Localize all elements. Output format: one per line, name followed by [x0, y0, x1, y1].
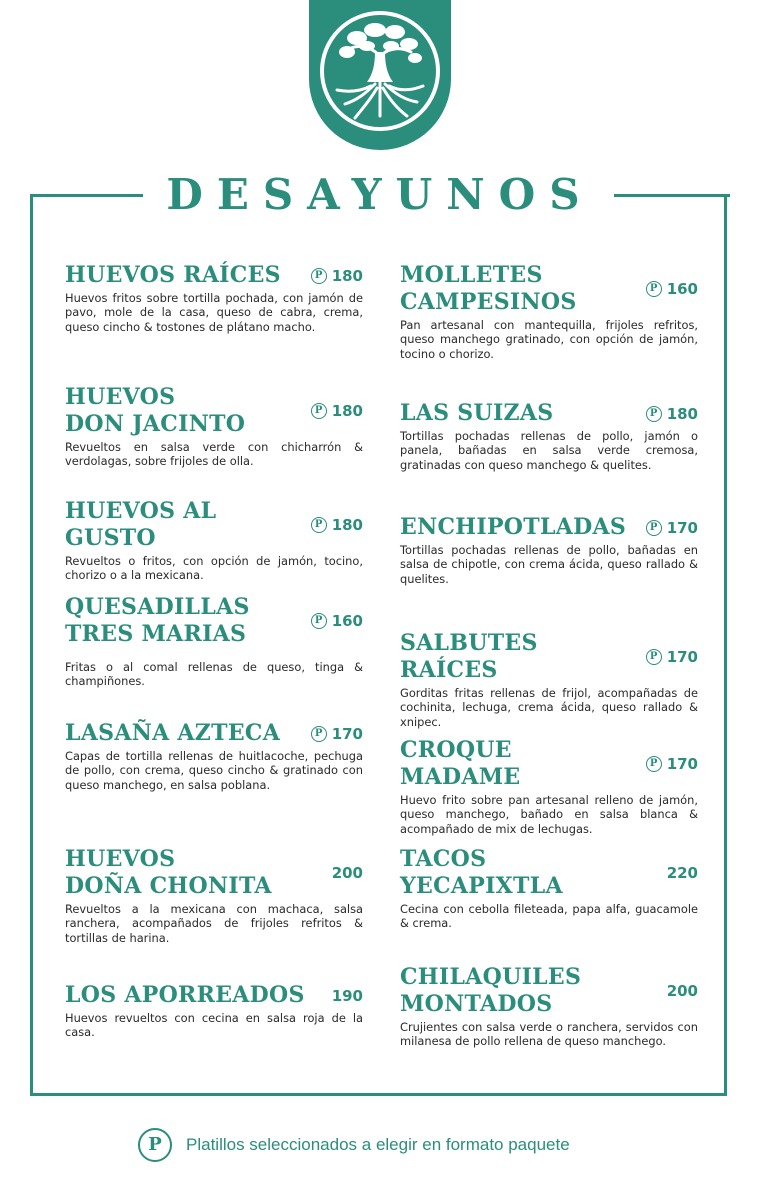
footer-text: Platillos seleccionados a elegir en formato paquete — [186, 1135, 570, 1154]
item-price: 220 — [666, 864, 698, 882]
item-name: TACOS YECAPIXTLA — [400, 846, 563, 899]
item-description: Huevos revueltos con cecina en salsa roja de la casa. — [65, 1011, 363, 1040]
item-price: 170 — [331, 724, 363, 743]
item-name: MOLLETES CAMPESINOS — [400, 262, 577, 315]
item-name: SALBUTES RAÍCES — [400, 630, 538, 683]
menu-item-huevos-dona-chonita — [65, 846, 363, 945]
item-name: HUEVOS DOÑA CHONITA — [65, 846, 272, 899]
item-description: Pan artesanal con mantequilla, frijoles refritos, queso manchego gratinado, con opción de jamón, tocino o chorizo. — [400, 318, 698, 361]
item-description: Revueltos o fritos, con opción de jamón, tocino, chorizo o a la mexicana. — [65, 554, 363, 583]
package-p-icon: P — [311, 403, 327, 419]
menu-item-huevos-don-jacinto — [65, 384, 363, 469]
logo-badge — [309, 0, 451, 150]
item-name: HUEVOS DON JACINTO — [65, 384, 246, 437]
package-p-icon: P — [311, 613, 327, 629]
footer-note — [138, 1128, 570, 1162]
package-p-icon: P — [138, 1128, 172, 1162]
frame-top-right-line — [614, 194, 730, 197]
item-price: 160 — [331, 612, 363, 630]
item-name: CHILAQUILES MONTADOS — [400, 964, 582, 1017]
item-description: Huevo frito sobre pan artesanal relleno de jamón, queso manchego, bañado en salsa blanca & acompañado de mix de lechugas. — [400, 793, 698, 836]
menu-item-quesadillas-tres-marias — [65, 594, 363, 689]
menu-item-molletes-campesinos — [400, 262, 698, 361]
item-name: LAS SUIZAS — [400, 400, 554, 426]
item-price: 170 — [666, 518, 698, 537]
item-price: 180 — [331, 402, 363, 420]
package-p-icon: P — [311, 517, 327, 533]
package-p-icon: P — [646, 649, 662, 665]
item-description: Revueltos a la mexicana con machaca, salsa ranchera, acompañados de frijoles refritos & tortillas de harina. — [65, 902, 363, 945]
item-description: Fritas o al comal rellenas de queso, tinga & champiñones. — [65, 660, 363, 689]
item-description: Crujientes con salsa verde o ranchera, servidos con milanesa de pollo rellena de queso manchego. — [400, 1020, 698, 1049]
item-description: Tortillas pochadas rellenas de pollo, bañadas en salsa de chipotle, con crema ácida, queso rallado & quelites. — [400, 543, 698, 586]
item-price: 190 — [331, 986, 363, 1005]
item-name: LASAÑA AZTECA — [65, 720, 281, 746]
item-name: ENCHIPOTLADAS — [400, 514, 627, 540]
menu-item-las-suizas — [400, 400, 698, 472]
item-price: 200 — [666, 982, 698, 1000]
menu-item-chilaquiles-montados — [400, 964, 698, 1049]
package-p-icon: P — [646, 406, 662, 422]
package-p-icon: P — [311, 726, 327, 742]
item-name: HUEVOS RAÍCES — [65, 262, 281, 288]
package-p-icon: P — [646, 756, 662, 772]
frame-top-left-line — [30, 194, 143, 197]
item-name: HUEVOS AL GUSTO — [65, 498, 217, 551]
item-name: LOS APORREADOS — [65, 982, 305, 1008]
package-p-icon: P — [646, 281, 662, 297]
menu-item-tacos-yecapixtla — [400, 846, 698, 931]
tree-of-life-icon — [317, 8, 443, 134]
item-description: Capas de tortilla rellenas de huitlacoche, pechuga de pollo, con crema, queso cincho & gratinado con queso manchego, en salsa poblana. — [65, 749, 363, 792]
menu-item-salbutes-raices — [400, 630, 698, 729]
item-description: Revueltos en salsa verde con chicharrón & verdolagas, sobre frijoles de olla. — [65, 440, 363, 469]
item-price: 180 — [331, 266, 363, 285]
item-price: 200 — [331, 864, 363, 882]
menu-item-huevos-raices — [65, 262, 363, 334]
item-description: Tortillas pochadas rellenas de pollo, jamón o panela, bañadas en salsa verde cremosa, gratinadas con queso manchego & quelites. — [400, 429, 698, 472]
item-description: Gorditas fritas rellenas de frijol, acompañadas de cochinita, lechuga, crema ácida, queso rallado & xnipec. — [400, 686, 698, 729]
menu-item-enchipotladas — [400, 514, 698, 586]
item-description: Cecina con cebolla fileteada, papa alfa, guacamole & crema. — [400, 902, 698, 931]
menu-item-lasana-azteca — [65, 720, 363, 792]
package-p-icon: P — [646, 520, 662, 536]
page-title: DESAYUNOS — [166, 170, 594, 219]
menu-item-los-aporreados — [65, 982, 363, 1040]
menu-item-huevos-al-gusto — [65, 498, 363, 583]
item-price: 180 — [666, 404, 698, 423]
item-name: QUESADILLAS TRES MARIAS — [65, 594, 250, 647]
item-name: CROQUE MADAME — [400, 737, 521, 790]
package-p-icon: P — [311, 268, 327, 284]
item-price: 170 — [666, 755, 698, 773]
item-price: 160 — [666, 280, 698, 298]
item-price: 180 — [331, 516, 363, 534]
menu-item-croque-madame — [400, 737, 698, 836]
item-description: Huevos fritos sobre tortilla pochada, con jamón de pavo, mole de la casa, queso de cabra, crema, queso cincho & tostones de plátano macho. — [65, 291, 363, 334]
item-price: 170 — [666, 648, 698, 666]
